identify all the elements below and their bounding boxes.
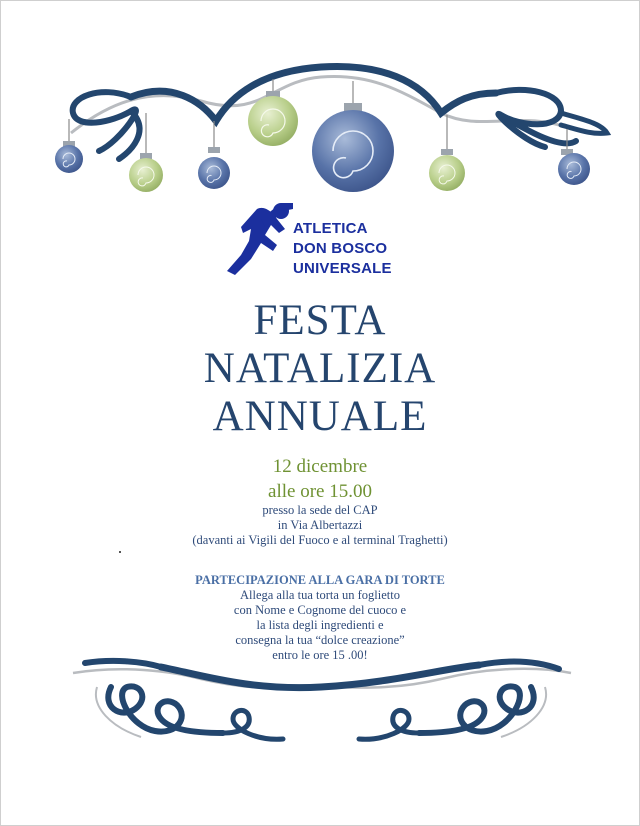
ornament-blue-small-center-left (198, 147, 230, 189)
logo-line-1: ATLETICA (293, 220, 368, 237)
logo-text (293, 219, 392, 279)
ornament-blue-large (312, 103, 394, 192)
ribbon-tail-right (561, 113, 607, 133)
logo-line-3: UNIVERSALE (293, 260, 392, 277)
navy-ribbon-arc (131, 66, 496, 121)
contest-line-3: la lista degli ingredienti e (256, 618, 384, 632)
event-venue (1, 503, 639, 548)
title-line-3: ANNUALE (212, 393, 428, 440)
event-datetime (1, 454, 639, 504)
ornament-green-small-left (129, 153, 163, 192)
venue-line-3: (davanti ai Vigili del Fuoco e al terminal Traghetti) (192, 533, 448, 547)
venue-line-1: presso la sede del CAP (262, 503, 378, 517)
contest-heading: PARTECIPAZIONE ALLA GARA DI TORTE (195, 573, 445, 587)
ribbon-bow-right (496, 90, 576, 147)
navy-ribbon-center (161, 665, 479, 688)
title-line-1: FESTA (253, 297, 387, 344)
event-title (1, 297, 639, 441)
logo-line-2: DON BOSCO (293, 240, 388, 257)
ribbon-loops-center-right (359, 710, 419, 739)
contest-line-4: consegna la tua “dolce creazione” (235, 633, 405, 647)
title-line-2: NATALIZIA (203, 345, 437, 392)
ornament-green-medium (248, 91, 298, 146)
bottom-ribbon (1, 647, 639, 767)
top-ribbon-ornaments (1, 1, 639, 201)
ornament-blue-small-right (558, 149, 590, 185)
stray-dot (119, 551, 121, 553)
runner-icon (221, 199, 301, 279)
venue-line-2: in Via Albertazzi (277, 518, 363, 532)
club-logo (221, 199, 421, 279)
ribbon-loops-left (108, 686, 223, 733)
contest-line-5: entro le ore 15 .00! (272, 648, 368, 662)
contest-line-1: Allega alla tua torta un foglietto (239, 588, 401, 602)
ribbon-loops-right (419, 686, 534, 733)
ornament-blue-small-left (55, 141, 83, 173)
ribbon-loops-center-left (223, 710, 283, 739)
event-date: 12 dicembre (272, 456, 368, 477)
event-time: alle ore 15.00 (268, 481, 372, 502)
contest-line-2: con Nome e Cognome del cuoco e (233, 603, 407, 617)
navy-ribbon-left-top (85, 661, 161, 667)
ornament-green-small-right (429, 149, 465, 191)
